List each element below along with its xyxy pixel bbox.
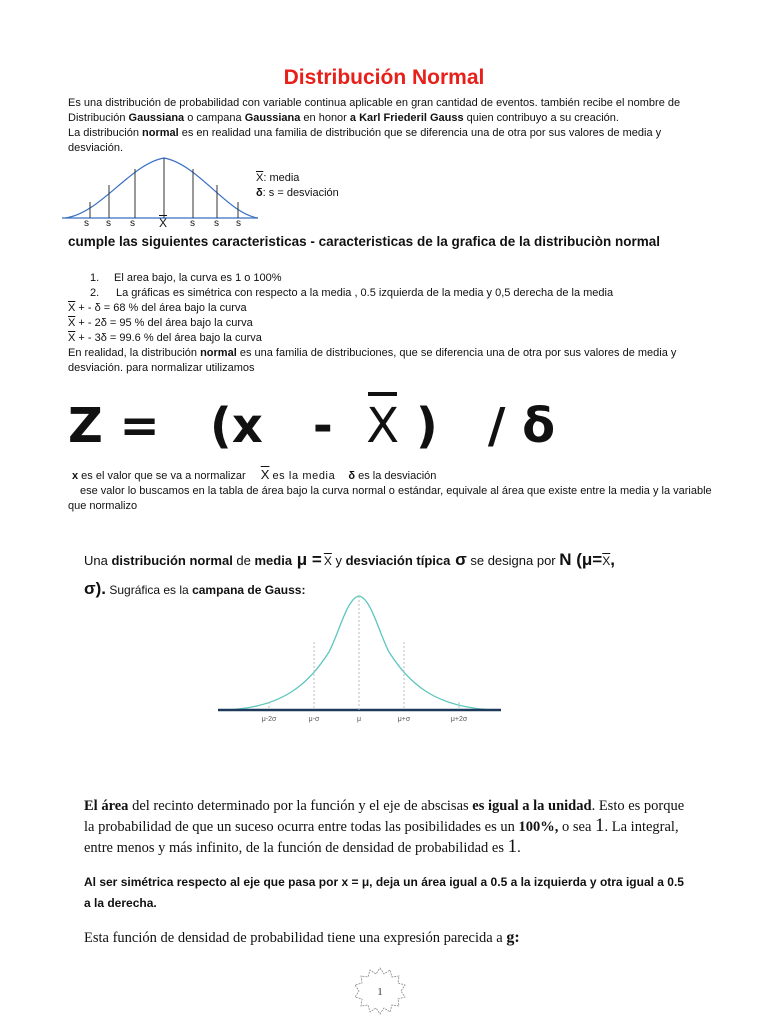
sym-text: x = μ <box>341 875 370 889</box>
gauss-axis-label: μ-σ <box>308 716 320 723</box>
area-text: . La integral, entre menos y más infinito, de la función de densidad de probabilidad es <box>84 819 679 856</box>
formula-lhs: Z = <box>68 398 160 454</box>
gauss-bold: desviación típica <box>345 553 451 568</box>
area-text: del recinto determinado por la función y el eje de abscisas <box>128 798 473 814</box>
gauss-curve <box>224 596 496 710</box>
small-chart-ticks <box>84 218 254 230</box>
gauss-bold: distribución normal <box>111 553 233 568</box>
gauss-sigma-close: σ). <box>84 579 107 598</box>
rule-text: + - 3δ = 99.6 % del área bajo la curva <box>75 332 262 344</box>
intro-text: en honor <box>300 112 350 124</box>
area-one: 1 <box>595 815 605 836</box>
intro-bold: Gaussiana <box>128 112 185 124</box>
legend-row <box>68 467 728 484</box>
gauss-sigma: σ <box>450 550 467 569</box>
formula-legend <box>68 467 728 514</box>
tick-label-mean: $\overline{X}$ <box>159 216 168 230</box>
gauss-xbar: $\overline{X}$ <box>323 554 332 568</box>
normalize-paragraph <box>68 346 728 376</box>
density-paragraph <box>84 929 694 947</box>
gauss-text: Una <box>84 553 112 568</box>
mean-symbol: $\overline{X}$ <box>256 172 264 184</box>
gauss-text: de <box>232 553 255 568</box>
formula-open: (x - <box>209 398 333 454</box>
para-text: es una familia de distribuciones, que se diferencia una de otra por sus valores de media y desviación. para normalizar utilizamos <box>68 347 677 374</box>
mean-symbol: $\overline{X}$ <box>68 302 76 314</box>
list-text: La gráficas es simétrica con respecto a la media , 0.5 izquierda de la media y 0,5 derecha de la media <box>116 287 614 299</box>
legend-paragraph: ese valor lo buscamos en la tabla de área bajo la curva normal o estándar, equivale al área que existe entre la media y la variable que normalizo <box>68 485 712 512</box>
characteristics-list <box>68 271 728 376</box>
area-one: 1 <box>507 836 518 857</box>
area-bold: El área <box>84 798 129 814</box>
rule-row <box>68 301 728 316</box>
list-number: 1. <box>90 272 100 284</box>
formula-xbar: X <box>366 398 400 454</box>
list-text: El area bajo, la curva es 1 o 100% <box>114 272 282 284</box>
area-paragraph <box>84 796 694 858</box>
legend-delta-desc: es la desviación <box>355 470 437 482</box>
characteristics-heading: cumple las siguientes caracteristicas - caracteristicas de la grafica de la distribuciòn normal <box>68 234 661 249</box>
sym-text: área igual a 0.5 a la izquierda y otra igual a 0.5 a la derecha. <box>84 875 684 910</box>
intro-bold: a Karl Friederil Gauss <box>349 112 464 124</box>
intro-bold: normal <box>142 127 179 139</box>
gauss-bell-chart <box>214 588 504 728</box>
sym-text: Al ser <box>84 875 121 889</box>
legend-x: x <box>72 470 79 482</box>
rule-text: + - 2δ = 95 % del área bajo la curva <box>75 317 253 329</box>
tick-label: s <box>214 218 219 229</box>
sym-text: simétrica <box>120 875 174 889</box>
gauss-bold: campana de Gauss: <box>192 583 306 597</box>
rule-text: + - δ = 68 % del área bajo la curva <box>75 302 247 314</box>
tick-label: s <box>84 218 89 229</box>
dev-symbol: δ <box>256 187 263 199</box>
area-text: . <box>517 840 521 856</box>
gauss-text: se designa por <box>466 553 560 568</box>
page-number: 1 <box>377 986 383 998</box>
legend-xbar: $\overline{X}$ <box>260 467 270 482</box>
z-formula <box>68 398 555 454</box>
sym-text: , deja un <box>369 875 422 889</box>
rule-row <box>68 331 728 346</box>
page-number-badge <box>352 966 408 1016</box>
intro-text: Es una distribución de probabilidad con variable continua aplicable en gran cantidad de eventos. también recibe el nombre de Distribución <box>68 97 681 124</box>
formula-close: ) / δ <box>415 398 556 454</box>
legend-x-desc: es el valor que se va a normalizar <box>78 470 246 482</box>
area-bold: 100%, <box>518 819 559 835</box>
gauss-axis-label: μ-2σ <box>261 716 277 723</box>
legend-xbar-desc: es la media <box>272 470 336 482</box>
area-bold: es igual a la unidad <box>472 798 592 814</box>
intro-bold: Gaussiana <box>244 112 301 124</box>
gauss-text: y <box>331 553 346 568</box>
page-title: Distribución Normal <box>283 66 485 89</box>
para-bold: normal <box>200 347 237 359</box>
list-number: 2. <box>90 287 100 299</box>
sym-text: respecto al eje que pasa por <box>173 875 342 889</box>
rule-row <box>68 316 728 331</box>
intro-text: quien contribuyo a su creación. <box>463 112 619 124</box>
tick-label: s <box>236 218 241 229</box>
para-text: En realidad, la distribución <box>68 347 201 359</box>
gauss-axis-label: μ <box>356 716 362 723</box>
area-text: o sea <box>558 819 595 835</box>
symmetric-paragraph <box>84 872 684 914</box>
list-item <box>68 271 728 286</box>
intro-text: o campana <box>184 112 245 124</box>
intro-paragraph <box>68 96 718 156</box>
small-bell-curve <box>65 158 258 218</box>
intro-text: La distribución <box>68 127 142 139</box>
mean-symbol: $\overline{X}$ <box>68 317 76 329</box>
gauss-comma: , <box>610 550 615 569</box>
gauss-xbar: $\overline{X}$ <box>602 554 611 568</box>
gauss-mu: μ = <box>292 550 322 569</box>
density-g: g: <box>506 929 520 946</box>
tick-label: s <box>106 218 111 229</box>
legend-delta: δ <box>348 470 356 482</box>
mean-symbol: $\overline{X}$ <box>68 332 76 344</box>
small-chart-legend <box>256 171 339 201</box>
gauss-n: N (μ= <box>559 550 603 569</box>
tick-label: s <box>190 218 195 229</box>
list-item <box>68 286 728 301</box>
intro-text: es en realidad una familia de distribución que se diferencia una de otra por sus valores de media y desviación. <box>68 127 662 154</box>
legend-mean: : media <box>263 172 300 184</box>
gauss-bold: media <box>254 553 293 568</box>
legend-dev: : s = desviación <box>262 187 339 199</box>
tick-label: s <box>130 218 135 229</box>
area-text: . Esto es porque la probabilidad de que un suceso ocurra entre todas las posibilidades es un <box>84 798 685 835</box>
gauss-axis-label: μ+2σ <box>450 716 468 723</box>
gauss-text: Sugráfica es la <box>106 583 193 597</box>
density-text: Esta función de densidad de probabilidad tiene una expresión parecida a <box>84 930 507 946</box>
gauss-axis-label: μ+σ <box>397 716 411 723</box>
